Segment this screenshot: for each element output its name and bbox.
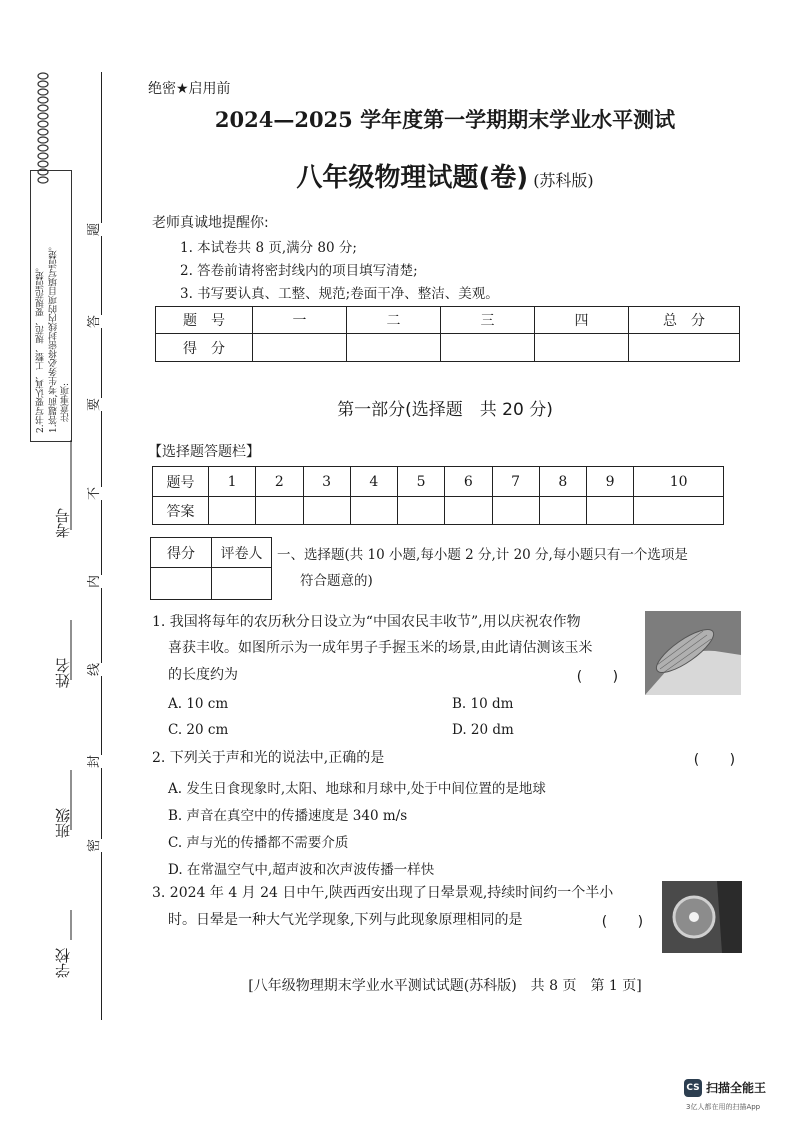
reminder-item-1: 1. 本试卷共 8 页,满分 80 分; — [180, 240, 357, 256]
answer-number-4: 4 — [350, 467, 397, 497]
answer-cell-10[interactable] — [634, 497, 724, 525]
reminder-item-2: 2. 答卷前请将密封线内的项目填写清楚; — [180, 263, 418, 279]
seal-word: 封 — [83, 755, 102, 768]
field-lines-graphic — [70, 440, 72, 1000]
edition-label: (苏科版) — [533, 171, 594, 190]
seal-word: 要 — [83, 398, 102, 411]
score-head-1: 一 — [253, 307, 347, 334]
score-cell-4[interactable] — [535, 334, 629, 362]
q3-line2: 时。日晕是一种大气光学现象,下列与此现象原理相同的是 — [168, 912, 523, 928]
q2-option-a: A. 发生日食现象时,太阳、地球和月球中,处于中间位置的是地球 — [168, 781, 546, 797]
grader-reviewer-label: 评卷人 — [212, 538, 272, 568]
scanner-name: 扫描全能王 — [706, 1081, 767, 1095]
notice-line-2: 2.书写要认真、工整、规范、要规范清楚。 — [36, 262, 46, 433]
score-cell-total[interactable] — [629, 334, 740, 362]
answer-number-3: 3 — [303, 467, 350, 497]
section1-line1: 一、选择题(共 10 小题,每小题 2 分,计 20 分,每小题只有一个选项是 — [277, 547, 688, 563]
grader-box — [150, 537, 272, 600]
seal-word: 密 — [83, 839, 102, 852]
seal-word: 内 — [83, 575, 102, 588]
q1-line3: 的长度约为 — [168, 667, 238, 683]
answer-cell-7[interactable] — [492, 497, 539, 525]
reminder-title: 老师真诚地提醒你: — [152, 215, 269, 231]
seal-word: 题 — [83, 223, 102, 236]
score-head-4: 四 — [535, 307, 629, 334]
grader-score-label: 得分 — [151, 538, 212, 568]
q2-line1: 2. 下列关于声和光的说法中,正确的是 — [152, 750, 385, 766]
answer-bar-title: 【选择题答题栏】 — [148, 444, 260, 460]
school-label: 学校 — [54, 948, 72, 978]
q1-corn-photo — [645, 611, 741, 695]
answer-number-2: 2 — [256, 467, 303, 497]
answer-cell-1[interactable] — [209, 497, 256, 525]
answer-cell-4[interactable] — [350, 497, 397, 525]
seal-line — [101, 72, 102, 1020]
answer-cell-9[interactable] — [587, 497, 634, 525]
answer-cell-6[interactable] — [445, 497, 492, 525]
q1-line2: 喜获丰收。如图所示为一成年男子手握玉米的场景,由此请估测该玉米 — [168, 640, 593, 656]
secret-label: 绝密★启用前 — [148, 81, 231, 97]
q1-option-c: C. 20 cm — [168, 722, 229, 738]
score-head-total: 总 分 — [629, 307, 740, 334]
part1-title: 第一部分(选择题 共 20 分) — [337, 400, 553, 420]
grader-reviewer-cell[interactable] — [212, 568, 272, 600]
seal-word: 答 — [83, 315, 102, 328]
q1-option-b: B. 10 dm — [452, 696, 514, 712]
q2-answer-paren[interactable]: ( ) — [692, 752, 737, 768]
exam-title: 2024—2025 学年度第一学期期末学业水平测试 — [214, 107, 676, 132]
q1-option-d: D. 20 dm — [452, 722, 514, 738]
exam-no-label: 考号 — [54, 508, 72, 538]
scanner-tagline: 3亿人都在用的扫描App — [686, 1103, 761, 1111]
q1-answer-paren[interactable]: ( ) — [575, 669, 620, 685]
score-head-2: 二 — [347, 307, 441, 334]
seal-word: 线 — [83, 663, 102, 676]
q1-option-a: A. 10 cm — [168, 696, 229, 712]
corn-hand-graphic — [645, 611, 741, 695]
class-label: 班级 — [54, 808, 72, 838]
scanner-watermark — [684, 1078, 792, 1118]
notice-box — [30, 170, 72, 442]
name-label: 姓名 — [54, 658, 72, 688]
answer-number-5: 5 — [398, 467, 445, 497]
answer-cell-5[interactable] — [398, 497, 445, 525]
q2-option-d: D. 在常温空气中,超声波和次声波传播一样快 — [168, 862, 435, 878]
page-footer: [八年级物理期末学业水平测试试题(苏科版) 共 8 页 第 1 页] — [248, 978, 642, 994]
q3-halo-photo — [662, 881, 742, 953]
subject-title: 八年级物理试题(卷) — [296, 163, 529, 193]
answer-cell-8[interactable] — [539, 497, 586, 525]
q2-option-b: B. 声音在真空中的传播速度是 340 m/s — [168, 808, 408, 824]
score-cell-2[interactable] — [347, 334, 441, 362]
seal-word: 不 — [83, 487, 102, 500]
answer-row-label: 答案 — [153, 497, 209, 525]
scanner-logo: CS — [684, 1079, 702, 1097]
answer-number-10: 10 — [634, 467, 724, 497]
answer-table — [152, 466, 724, 525]
reminder-item-3: 3. 书写要认真、工整、规范;卷面干净、整洁、美观。 — [180, 286, 499, 302]
answer-cell-3[interactable] — [303, 497, 350, 525]
answer-number-8: 8 — [539, 467, 586, 497]
score-head-3: 三 — [441, 307, 535, 334]
answer-header-label: 题号 — [153, 467, 209, 497]
score-head-label: 题 号 — [156, 307, 253, 334]
q3-line1: 3. 2024 年 4 月 24 日中午,陕西西安出现了日晕景观,持续时间约一个半小 — [152, 885, 614, 901]
section1-line2: 符合题意的) — [300, 573, 373, 589]
answer-number-9: 9 — [587, 467, 634, 497]
q2-option-c: C. 声与光的传播都不需要介质 — [168, 835, 349, 851]
field-lines — [70, 440, 71, 1000]
q3-answer-paren[interactable]: ( ) — [600, 914, 645, 930]
score-table — [155, 306, 740, 362]
answer-number-7: 7 — [492, 467, 539, 497]
score-cell-1[interactable] — [253, 334, 347, 362]
notice-title: 注意事项: — [61, 383, 71, 423]
answer-number-6: 6 — [445, 467, 492, 497]
grader-score-cell[interactable] — [151, 568, 212, 600]
subject-title-row — [148, 157, 742, 194]
score-row-label: 得 分 — [156, 334, 253, 362]
notice-line-1: 1.答题前,考生务必将密封线内的项目填写清楚。 — [49, 241, 59, 433]
halo-graphic — [662, 881, 742, 953]
answer-cell-2[interactable] — [256, 497, 303, 525]
q1-line1: 1. 我国将每年的农历秋分日设立为“中国农民丰收节”,用以庆祝农作物 — [152, 614, 581, 630]
score-cell-3[interactable] — [441, 334, 535, 362]
answer-number-1: 1 — [209, 467, 256, 497]
